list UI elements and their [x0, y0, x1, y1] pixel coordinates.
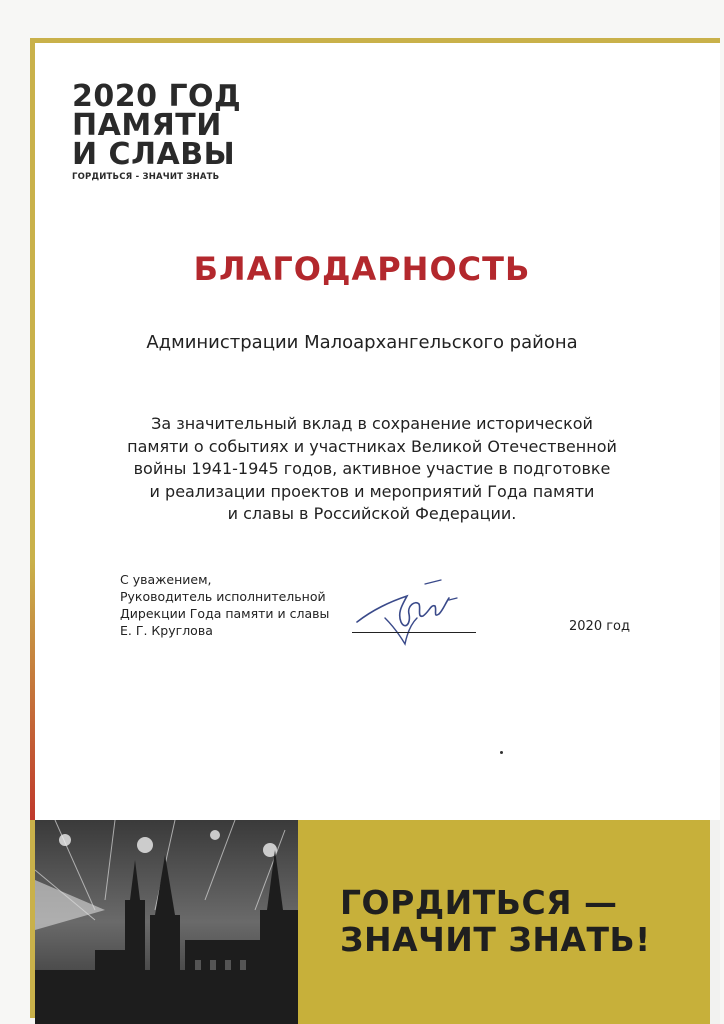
- signatory-name: Е. Г. Круглова: [120, 623, 213, 638]
- citation-line: войны 1941-1945 годов, активное участие в подготовке: [133, 459, 611, 478]
- page-edge: [710, 820, 720, 1024]
- citation-line: и славы в Российской Федерации.: [227, 504, 517, 523]
- logo-line-2: ПАМЯТИ: [72, 108, 222, 143]
- citation-line: памяти о событиях и участниках Великой Отечественной: [127, 436, 617, 456]
- signatory-block: [120, 571, 329, 639]
- signature-line: [352, 632, 476, 633]
- citation-line: За значительный вклад в сохранение исторической: [151, 414, 593, 433]
- logo-line-1: 2020 ГОД: [72, 79, 242, 114]
- slogan-banner: [298, 820, 710, 1024]
- year-of-memory-logo: [72, 79, 242, 182]
- citation-text: [112, 413, 632, 526]
- logo-line-3: И СЛАВЫ: [72, 137, 236, 172]
- year-label: 2020 год: [569, 619, 630, 634]
- red-square-fireworks-photo: [35, 820, 298, 1024]
- slogan-line-2: ЗНАЧИТ ЗНАТЬ!: [340, 920, 651, 959]
- slogan-line-1: ГОРДИТЬСЯ —: [340, 883, 618, 922]
- signatory-position: Руководитель исполнительной: [120, 589, 326, 604]
- handwritten-signature: [345, 578, 465, 648]
- scan-speck: [500, 751, 503, 754]
- signatory-organization: Дирекции Года памяти и славы: [120, 606, 330, 621]
- logo-tagline: ГОРДИТЬСЯ - ЗНАЧИТ ЗНАТЬ: [72, 172, 220, 182]
- citation-line: и реализации проектов и мероприятий Года памяти: [149, 481, 595, 501]
- greeting: С уважением,: [120, 572, 212, 587]
- certificate-title: БЛАГОДАРНОСТЬ: [193, 250, 531, 288]
- frame-accent-stripe: [30, 560, 35, 820]
- recipient: Администрации Малоархангельского района: [146, 332, 578, 353]
